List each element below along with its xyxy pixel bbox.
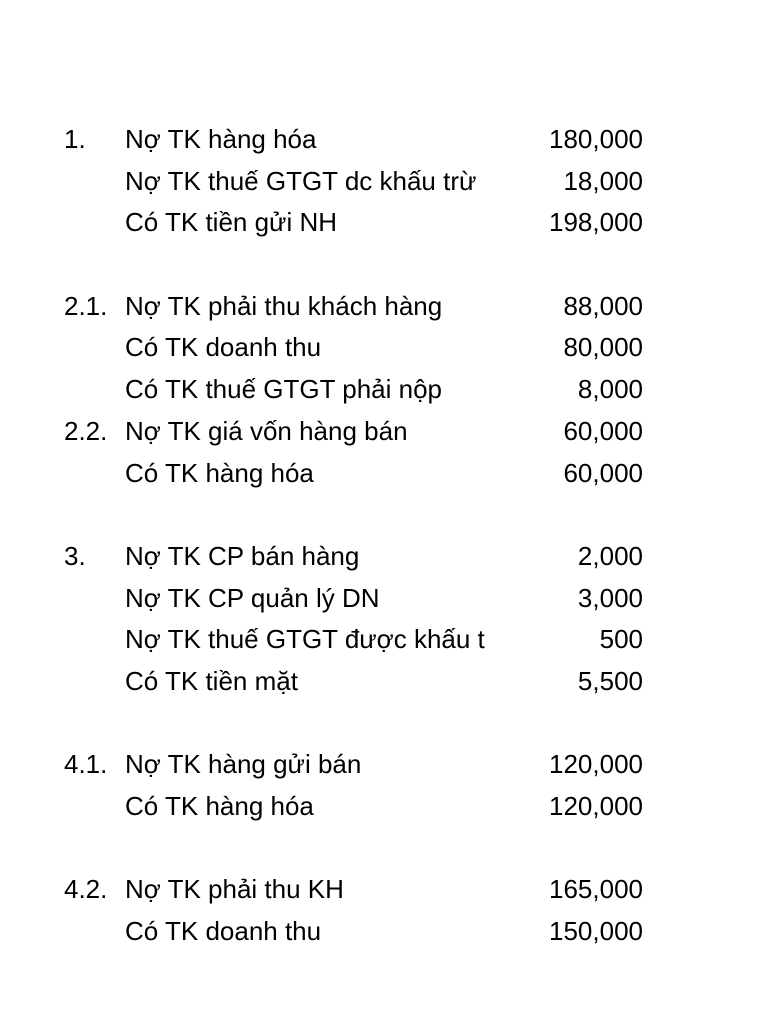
entry-row: [0, 202, 768, 244]
entry-account: Nợ TK hàng gửi bán: [125, 749, 362, 780]
entry-row: [0, 869, 768, 911]
entry-account: Nợ TK giá vốn hàng bán: [125, 415, 408, 446]
blank-row: [0, 494, 768, 536]
entry-account: Có TK tiền gửi NH: [125, 207, 337, 238]
entry-account: Có TK hàng hóa: [125, 791, 314, 821]
entry-amount: 198,000: [549, 207, 643, 238]
entry-amount: 165,000: [549, 874, 643, 905]
blank-row: [0, 828, 768, 870]
entry-account: Có TK hàng hóa: [125, 457, 314, 488]
entry-number: 2.1.: [64, 290, 108, 321]
entry-row: [0, 619, 768, 661]
blank-row: [0, 244, 768, 286]
journal-entries-sheet: [0, 119, 768, 953]
entry-account: Nợ TK thuế GTGT dc khấu trừ: [125, 165, 477, 196]
entry-row: [0, 453, 768, 495]
entry-row: [0, 661, 768, 703]
entry-account: Có TK doanh thu: [125, 916, 322, 947]
entry-account: Nợ TK thuế GTGT được khấu t: [125, 624, 485, 655]
entry-number: 4.1.: [64, 749, 108, 780]
entry-account: Nợ TK CP bán hàng: [125, 540, 360, 571]
entry-row: [0, 161, 768, 203]
entry-amount: 80,000: [563, 332, 643, 363]
entry-amount: 2,000: [577, 540, 643, 571]
entry-row: [0, 119, 768, 161]
entry-account: Nợ TK phải thu khách hàng: [125, 290, 443, 321]
entry-row: [0, 911, 768, 953]
entry-row: [0, 369, 768, 411]
entry-number: 1.: [64, 124, 86, 154]
entry-amount: 8,000: [577, 374, 643, 405]
entry-row: [0, 327, 768, 369]
entry-number: 3.: [64, 540, 86, 571]
entry-account: Có TK tiền mặt: [125, 665, 298, 696]
entry-row: [0, 411, 768, 453]
entry-amount: 500: [599, 624, 643, 655]
entry-amount: 18,000: [563, 165, 643, 196]
entry-amount: 3,000: [577, 582, 643, 613]
entry-number: 2.2.: [64, 415, 108, 446]
entry-account: Nợ TK hàng hóa: [125, 124, 317, 154]
entry-amount: 120,000: [549, 791, 643, 821]
entry-account: Nợ TK CP quản lý DN: [125, 582, 380, 613]
entry-account: Nợ TK phải thu KH: [125, 874, 344, 905]
entry-amount: 60,000: [563, 415, 643, 446]
entry-row: [0, 786, 768, 828]
entry-row: [0, 744, 768, 786]
entry-amount: 120,000: [549, 749, 643, 780]
entry-account: Có TK doanh thu: [125, 332, 322, 363]
entry-amount: 150,000: [549, 916, 643, 947]
entry-account: Có TK thuế GTGT phải nộp: [125, 374, 442, 405]
entry-amount: 5,500: [577, 665, 643, 696]
entry-row: [0, 536, 768, 578]
blank-row: [0, 703, 768, 745]
entry-amount: 180,000: [549, 124, 643, 154]
entry-amount: 60,000: [563, 457, 643, 488]
entry-row: [0, 578, 768, 620]
entry-number: 4.2.: [64, 874, 108, 905]
entry-amount: 88,000: [563, 290, 643, 321]
entry-row: [0, 286, 768, 328]
